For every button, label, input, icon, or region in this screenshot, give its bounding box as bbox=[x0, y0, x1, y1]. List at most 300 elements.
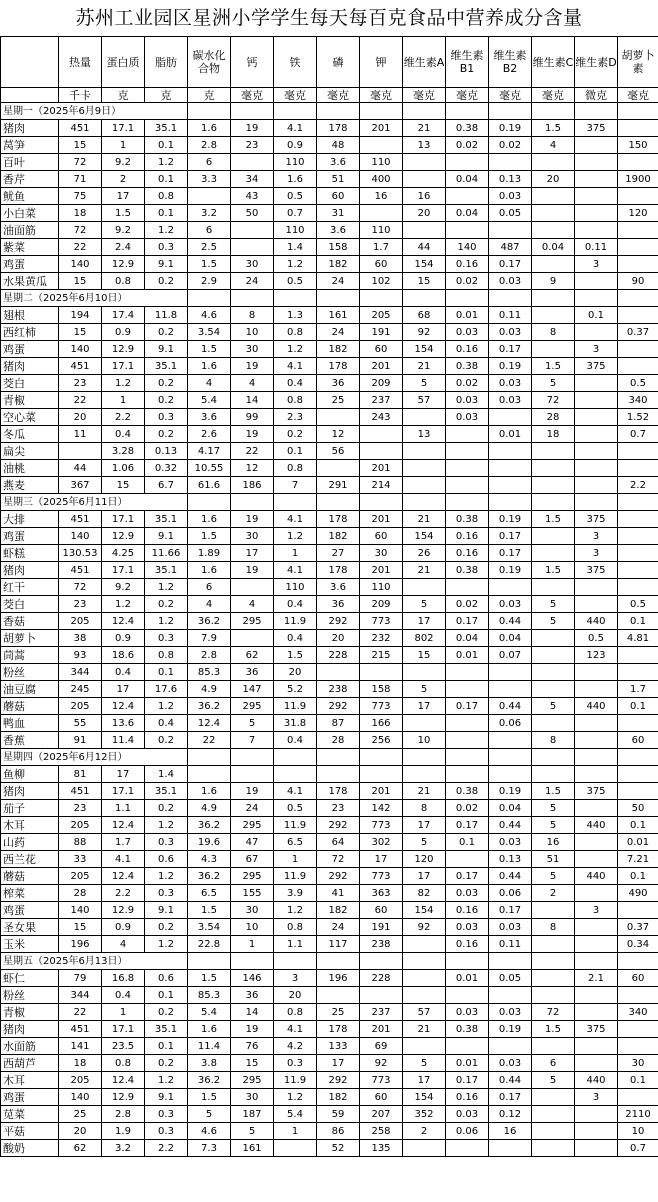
nutrient-value bbox=[575, 392, 618, 409]
nutrient-value: 2 bbox=[403, 1123, 446, 1140]
nutrient-value: 238 bbox=[360, 936, 403, 953]
nutrient-value: 12.9 bbox=[102, 256, 145, 273]
nutrient-value: 20 bbox=[59, 1123, 102, 1140]
empty-cell bbox=[489, 103, 532, 120]
nutrient-value: 4.1 bbox=[274, 511, 317, 528]
food-name: 蘑菇 bbox=[1, 698, 59, 715]
nutrient-value: 375 bbox=[575, 358, 618, 375]
nutrient-value: 1.5 bbox=[188, 528, 231, 545]
nutrient-value bbox=[575, 205, 618, 222]
table-row bbox=[1, 273, 658, 290]
nutrient-value bbox=[618, 120, 658, 137]
unit-cell: 毫克 bbox=[403, 88, 446, 103]
nutrient-value: 0.04 bbox=[489, 800, 532, 817]
unit-cell: 微克 bbox=[575, 88, 618, 103]
nutrient-value: 0.8 bbox=[102, 273, 145, 290]
nutrient-value: 8 bbox=[532, 324, 575, 341]
nutrient-value: 352 bbox=[403, 1106, 446, 1123]
nutrient-value bbox=[231, 222, 274, 239]
nutrient-value: 154 bbox=[403, 256, 446, 273]
nutrient-value: 0.01 bbox=[618, 834, 658, 851]
nutrient-value: 10 bbox=[403, 732, 446, 749]
nutrient-value: 4.1 bbox=[274, 1021, 317, 1038]
nutrient-value bbox=[532, 528, 575, 545]
nutrient-value bbox=[403, 171, 446, 188]
table-row bbox=[1, 307, 658, 324]
nutrient-value: 4 bbox=[188, 596, 231, 613]
nutrient-value: 0.2 bbox=[145, 1004, 188, 1021]
nutrient-value: 158 bbox=[317, 239, 360, 256]
nutrient-value bbox=[489, 460, 532, 477]
nutrient-value bbox=[575, 477, 618, 494]
nutrient-value: 1.5 bbox=[188, 256, 231, 273]
nutrient-value: 60 bbox=[618, 732, 658, 749]
table-row bbox=[1, 239, 658, 256]
nutrient-value: 5 bbox=[231, 715, 274, 732]
nutrient-value: 3.3 bbox=[188, 171, 231, 188]
unit-cell: 千卡 bbox=[59, 88, 102, 103]
nutrient-value: 0.7 bbox=[618, 1140, 658, 1157]
nutrient-value: 20 bbox=[403, 205, 446, 222]
nutrient-value: 12.9 bbox=[102, 1089, 145, 1106]
column-header: 维生素C bbox=[532, 37, 575, 88]
nutrient-value: 0.8 bbox=[274, 1004, 317, 1021]
nutrient-value: 50 bbox=[618, 800, 658, 817]
nutrient-value bbox=[446, 477, 489, 494]
unit-cell: 克 bbox=[188, 88, 231, 103]
nutrient-value: 34 bbox=[231, 171, 274, 188]
column-header bbox=[1, 37, 59, 88]
nutrient-value: 2.1 bbox=[575, 970, 618, 987]
nutrient-value: 133 bbox=[317, 1038, 360, 1055]
empty-cell bbox=[360, 494, 403, 511]
nutrient-value bbox=[446, 188, 489, 205]
nutrient-value: 451 bbox=[59, 511, 102, 528]
table-row bbox=[1, 919, 658, 936]
nutrient-value: 0.9 bbox=[274, 137, 317, 154]
table-row bbox=[1, 1123, 658, 1140]
nutrient-value: 0.01 bbox=[446, 307, 489, 324]
nutrient-value: 0.4 bbox=[102, 426, 145, 443]
nutrient-value: 72 bbox=[317, 851, 360, 868]
nutrient-value: 0.38 bbox=[446, 562, 489, 579]
nutrient-value: 2.5 bbox=[188, 239, 231, 256]
nutrient-value: 7.3 bbox=[188, 1140, 231, 1157]
nutrient-value: 9.2 bbox=[102, 154, 145, 171]
food-name: 虾糕 bbox=[1, 545, 59, 562]
nutrient-value: 57 bbox=[403, 392, 446, 409]
table-row bbox=[1, 851, 658, 868]
nutrient-value: 0.1 bbox=[618, 868, 658, 885]
table-row bbox=[1, 1089, 658, 1106]
column-header: 钙 bbox=[231, 37, 274, 88]
nutrient-value bbox=[532, 256, 575, 273]
nutrient-value: 0.11 bbox=[575, 239, 618, 256]
nutrient-value: 71 bbox=[59, 171, 102, 188]
nutrient-value: 1 bbox=[274, 545, 317, 562]
nutrient-value: 2.2 bbox=[102, 409, 145, 426]
food-name: 扁尖 bbox=[1, 443, 59, 460]
nutrient-value: 1.5 bbox=[532, 511, 575, 528]
nutrient-value: 23 bbox=[59, 800, 102, 817]
nutrient-value: 166 bbox=[360, 715, 403, 732]
nutrient-value bbox=[618, 239, 658, 256]
nutrient-value: 0.17 bbox=[489, 1089, 532, 1106]
nutrient-value: 0.4 bbox=[145, 715, 188, 732]
nutrient-value: 0.04 bbox=[446, 171, 489, 188]
nutrient-value: 258 bbox=[360, 1123, 403, 1140]
empty-cell bbox=[145, 749, 188, 766]
nutrient-value: 0.03 bbox=[489, 1055, 532, 1072]
empty-cell bbox=[188, 290, 231, 307]
nutrient-value: 4 bbox=[102, 936, 145, 953]
nutrient-value: 0.3 bbox=[145, 1123, 188, 1140]
nutrient-value bbox=[618, 715, 658, 732]
nutrient-value bbox=[403, 409, 446, 426]
food-name: 酸奶 bbox=[1, 1140, 59, 1157]
nutrient-value: 295 bbox=[231, 613, 274, 630]
table-row bbox=[1, 256, 658, 273]
nutrient-value: 0.19 bbox=[489, 783, 532, 800]
table-row bbox=[1, 120, 658, 137]
nutrient-value bbox=[489, 681, 532, 698]
nutrient-value: 17 bbox=[102, 766, 145, 783]
nutrient-value: 28 bbox=[59, 885, 102, 902]
nutrient-value: 205 bbox=[59, 817, 102, 834]
nutrient-value bbox=[446, 732, 489, 749]
nutrient-value bbox=[575, 324, 618, 341]
unit-cell: 毫克 bbox=[360, 88, 403, 103]
nutrient-value: 9.2 bbox=[102, 222, 145, 239]
nutrient-value: 0.44 bbox=[489, 817, 532, 834]
food-name: 玉米 bbox=[1, 936, 59, 953]
nutrient-value bbox=[532, 715, 575, 732]
nutrient-value: 35.1 bbox=[145, 511, 188, 528]
nutrient-value: 18.6 bbox=[102, 647, 145, 664]
table-row bbox=[1, 154, 658, 171]
nutrient-value bbox=[532, 766, 575, 783]
nutrient-value: 2.3 bbox=[274, 409, 317, 426]
nutrient-value bbox=[575, 766, 618, 783]
nutrient-value: 0.03 bbox=[446, 409, 489, 426]
nutrient-value: 0.06 bbox=[489, 885, 532, 902]
nutrient-value: 23 bbox=[59, 375, 102, 392]
nutrient-value: 19 bbox=[231, 426, 274, 443]
nutrient-value: 291 bbox=[317, 477, 360, 494]
nutrient-value: 295 bbox=[231, 1072, 274, 1089]
nutrient-value: 4.1 bbox=[274, 783, 317, 800]
nutrient-value: 23.5 bbox=[102, 1038, 145, 1055]
nutrient-value: 123 bbox=[575, 647, 618, 664]
nutrient-value: 28 bbox=[317, 732, 360, 749]
nutrient-value bbox=[446, 715, 489, 732]
nutrient-value: 20 bbox=[274, 987, 317, 1004]
nutrient-value: 205 bbox=[59, 1072, 102, 1089]
nutrient-value bbox=[231, 766, 274, 783]
nutrient-value: 5 bbox=[188, 1106, 231, 1123]
nutrient-value: 0.17 bbox=[489, 545, 532, 562]
unit-cell: 毫克 bbox=[231, 88, 274, 103]
nutrient-value: 228 bbox=[317, 647, 360, 664]
nutrient-value: 1.7 bbox=[102, 834, 145, 851]
nutrient-value: 36 bbox=[231, 987, 274, 1004]
food-name: 小白菜 bbox=[1, 205, 59, 222]
nutrient-value: 0.17 bbox=[489, 256, 532, 273]
food-name: 鸭血 bbox=[1, 715, 59, 732]
food-name: 木耳 bbox=[1, 817, 59, 834]
nutrient-value: 1.2 bbox=[102, 375, 145, 392]
nutrient-value: 6 bbox=[532, 1055, 575, 1072]
nutrient-value bbox=[231, 579, 274, 596]
nutrient-value: 0.2 bbox=[145, 1055, 188, 1072]
nutrient-value bbox=[231, 239, 274, 256]
nutrient-value: 2 bbox=[102, 171, 145, 188]
nutrient-value: 4.9 bbox=[188, 800, 231, 817]
nutrient-value: 367 bbox=[59, 477, 102, 494]
nutrient-value: 1.2 bbox=[145, 154, 188, 171]
nutrient-value: 0.1 bbox=[618, 817, 658, 834]
nutrient-value bbox=[403, 936, 446, 953]
nutrient-value: 1 bbox=[274, 1123, 317, 1140]
food-name: 西葫芦 bbox=[1, 1055, 59, 1072]
table-row bbox=[1, 766, 658, 783]
day-header-row bbox=[1, 290, 658, 307]
empty-cell bbox=[446, 953, 489, 970]
nutrient-value: 191 bbox=[360, 919, 403, 936]
nutrient-value bbox=[618, 443, 658, 460]
nutrient-value: 5 bbox=[532, 375, 575, 392]
column-header: 脂肪 bbox=[145, 37, 188, 88]
nutrient-value: 43 bbox=[231, 188, 274, 205]
nutrient-value: 67 bbox=[231, 851, 274, 868]
nutrient-value: 36 bbox=[317, 596, 360, 613]
food-name: 青椒 bbox=[1, 392, 59, 409]
table-row bbox=[1, 443, 658, 460]
empty-cell bbox=[317, 103, 360, 120]
food-name: 茭白 bbox=[1, 375, 59, 392]
empty-cell bbox=[532, 749, 575, 766]
nutrient-value: 1.4 bbox=[274, 239, 317, 256]
nutrient-value: 0.4 bbox=[274, 630, 317, 647]
nutrient-value: 0.2 bbox=[145, 800, 188, 817]
nutrient-value: 0.03 bbox=[489, 596, 532, 613]
nutrient-value: 2.8 bbox=[102, 1106, 145, 1123]
nutrient-value: 0.11 bbox=[489, 307, 532, 324]
nutrient-value: 22.8 bbox=[188, 936, 231, 953]
day-header-row bbox=[1, 494, 658, 511]
empty-cell bbox=[231, 103, 274, 120]
nutrient-value: 0.03 bbox=[489, 834, 532, 851]
nutrient-value: 245 bbox=[59, 681, 102, 698]
nutrient-value: 0.02 bbox=[446, 800, 489, 817]
nutrient-value: 0.2 bbox=[145, 732, 188, 749]
nutrient-value: 17 bbox=[403, 613, 446, 630]
nutrient-value bbox=[618, 766, 658, 783]
nutrient-value: 440 bbox=[575, 868, 618, 885]
food-name: 虾仁 bbox=[1, 970, 59, 987]
nutrient-value: 62 bbox=[59, 1140, 102, 1157]
nutrient-value bbox=[575, 834, 618, 851]
nutrient-value: 17.6 bbox=[145, 681, 188, 698]
nutrient-value: 3 bbox=[575, 528, 618, 545]
nutrient-value: 440 bbox=[575, 698, 618, 715]
nutrient-value: 0.1 bbox=[145, 987, 188, 1004]
food-name: 粉丝 bbox=[1, 987, 59, 1004]
nutrient-value: 292 bbox=[317, 817, 360, 834]
nutrient-value: 1.1 bbox=[274, 936, 317, 953]
nutrient-value: 0.3 bbox=[145, 834, 188, 851]
page-title: 苏州工业园区星洲小学学生每天每百克食品中营养成分含量 bbox=[75, 7, 583, 29]
empty-cell bbox=[575, 103, 618, 120]
nutrient-value: 1.2 bbox=[145, 613, 188, 630]
column-header: 蛋白质 bbox=[102, 37, 145, 88]
nutrient-value: 8 bbox=[532, 919, 575, 936]
nutrient-value: 186 bbox=[231, 477, 274, 494]
food-name: 油面筋 bbox=[1, 222, 59, 239]
food-name: 苋菜 bbox=[1, 1106, 59, 1123]
nutrient-value: 182 bbox=[317, 528, 360, 545]
nutrient-value: 21 bbox=[403, 511, 446, 528]
nutrient-value: 0.37 bbox=[618, 919, 658, 936]
nutrient-value: 1.9 bbox=[102, 1123, 145, 1140]
nutrient-value bbox=[532, 1106, 575, 1123]
nutrient-value: 1.5 bbox=[188, 1089, 231, 1106]
nutrient-value: 1.5 bbox=[188, 970, 231, 987]
nutrient-value: 68 bbox=[403, 307, 446, 324]
table-row bbox=[1, 630, 658, 647]
nutrient-value: 3.8 bbox=[188, 1055, 231, 1072]
nutrient-value: 3.6 bbox=[317, 222, 360, 239]
empty-cell bbox=[274, 953, 317, 970]
empty-cell bbox=[145, 953, 188, 970]
nutrient-value: 17 bbox=[102, 188, 145, 205]
nutrient-value: 0.04 bbox=[446, 205, 489, 222]
nutrient-value: 292 bbox=[317, 1072, 360, 1089]
nutrient-value: 30 bbox=[360, 545, 403, 562]
nutrient-value: 11.4 bbox=[102, 732, 145, 749]
nutrient-value: 36 bbox=[317, 375, 360, 392]
nutrient-value: 1.7 bbox=[618, 681, 658, 698]
nutrient-value: 3.54 bbox=[188, 324, 231, 341]
nutrient-value: 187 bbox=[231, 1106, 274, 1123]
nutrient-value: 16 bbox=[360, 188, 403, 205]
nutrient-value: 16.8 bbox=[102, 970, 145, 987]
nutrient-value bbox=[575, 460, 618, 477]
nutrient-value: 0.01 bbox=[489, 426, 532, 443]
nutrient-value: 292 bbox=[317, 613, 360, 630]
nutrient-value bbox=[575, 885, 618, 902]
nutrient-value: 0.7 bbox=[618, 426, 658, 443]
nutrient-value: 12.4 bbox=[102, 817, 145, 834]
nutrient-value: 0.13 bbox=[489, 851, 532, 868]
nutrient-value: 102 bbox=[360, 273, 403, 290]
nutrient-value: 295 bbox=[231, 698, 274, 715]
empty-cell bbox=[274, 290, 317, 307]
nutrient-value bbox=[575, 1106, 618, 1123]
nutrient-value: 191 bbox=[360, 324, 403, 341]
food-name: 西红柿 bbox=[1, 324, 59, 341]
food-name: 燕麦 bbox=[1, 477, 59, 494]
nutrient-value: 35.1 bbox=[145, 120, 188, 137]
nutrient-value bbox=[575, 1038, 618, 1055]
nutrient-value: 19 bbox=[231, 562, 274, 579]
nutrient-value: 140 bbox=[59, 528, 102, 545]
nutrient-value: 0.03 bbox=[446, 324, 489, 341]
nutrient-value bbox=[403, 460, 446, 477]
nutrient-value: 3 bbox=[274, 970, 317, 987]
nutrient-value: 0.03 bbox=[489, 375, 532, 392]
food-name: 平菇 bbox=[1, 1123, 59, 1140]
nutrient-value: 201 bbox=[360, 1021, 403, 1038]
nutrient-value: 36.2 bbox=[188, 1072, 231, 1089]
nutrient-value: 17 bbox=[403, 868, 446, 885]
nutrient-value: 1.2 bbox=[274, 902, 317, 919]
food-name: 水果黄瓜 bbox=[1, 273, 59, 290]
nutrient-value: 140 bbox=[59, 1089, 102, 1106]
nutrient-value: 110 bbox=[274, 579, 317, 596]
nutrient-value: 1.5 bbox=[532, 120, 575, 137]
nutrient-value bbox=[317, 766, 360, 783]
nutrient-value: 1.6 bbox=[274, 171, 317, 188]
nutrient-value: 5 bbox=[403, 596, 446, 613]
food-name: 山药 bbox=[1, 834, 59, 851]
nutrient-value: 0.06 bbox=[446, 1123, 489, 1140]
nutrient-value: 11.9 bbox=[274, 613, 317, 630]
nutrient-value: 30 bbox=[231, 341, 274, 358]
nutrient-value: 1.2 bbox=[145, 222, 188, 239]
empty-cell bbox=[532, 494, 575, 511]
nutrient-value: 17 bbox=[403, 698, 446, 715]
nutrient-value: 52 bbox=[317, 1140, 360, 1157]
food-name: 粉丝 bbox=[1, 664, 59, 681]
nutrient-value: 1.5 bbox=[532, 1021, 575, 1038]
nutrient-value: 16 bbox=[489, 1123, 532, 1140]
table-row bbox=[1, 613, 658, 630]
nutrient-value: 8 bbox=[403, 800, 446, 817]
nutrient-value: 3.28 bbox=[102, 443, 145, 460]
nutrient-value: 0.16 bbox=[446, 936, 489, 953]
nutrient-value: 4.3 bbox=[188, 851, 231, 868]
empty-cell bbox=[575, 749, 618, 766]
nutrient-value: 0.6 bbox=[145, 851, 188, 868]
nutrient-value: 110 bbox=[274, 222, 317, 239]
nutrient-value: 6 bbox=[188, 579, 231, 596]
nutrient-value: 178 bbox=[317, 562, 360, 579]
nutrient-value bbox=[618, 562, 658, 579]
nutrient-value: 1.3 bbox=[274, 307, 317, 324]
nutrient-value: 201 bbox=[360, 460, 403, 477]
nutrient-value: 4.6 bbox=[188, 1123, 231, 1140]
empty-cell bbox=[317, 290, 360, 307]
nutrient-value: 60 bbox=[618, 970, 658, 987]
nutrient-value bbox=[532, 307, 575, 324]
nutrient-value bbox=[532, 970, 575, 987]
nutrient-value: 17 bbox=[231, 545, 274, 562]
nutrient-value: 19 bbox=[231, 783, 274, 800]
nutrient-value: 60 bbox=[360, 1089, 403, 1106]
nutrient-value: 0.1 bbox=[274, 443, 317, 460]
nutrient-value: 0.12 bbox=[489, 1106, 532, 1123]
nutrient-value: 25 bbox=[59, 1106, 102, 1123]
nutrient-value bbox=[403, 443, 446, 460]
nutrient-value: 0.17 bbox=[489, 341, 532, 358]
nutrient-value: 0.44 bbox=[489, 868, 532, 885]
nutrient-value bbox=[618, 341, 658, 358]
table-row bbox=[1, 545, 658, 562]
empty-cell bbox=[532, 103, 575, 120]
nutrient-value bbox=[489, 732, 532, 749]
nutrient-value: 19 bbox=[231, 511, 274, 528]
